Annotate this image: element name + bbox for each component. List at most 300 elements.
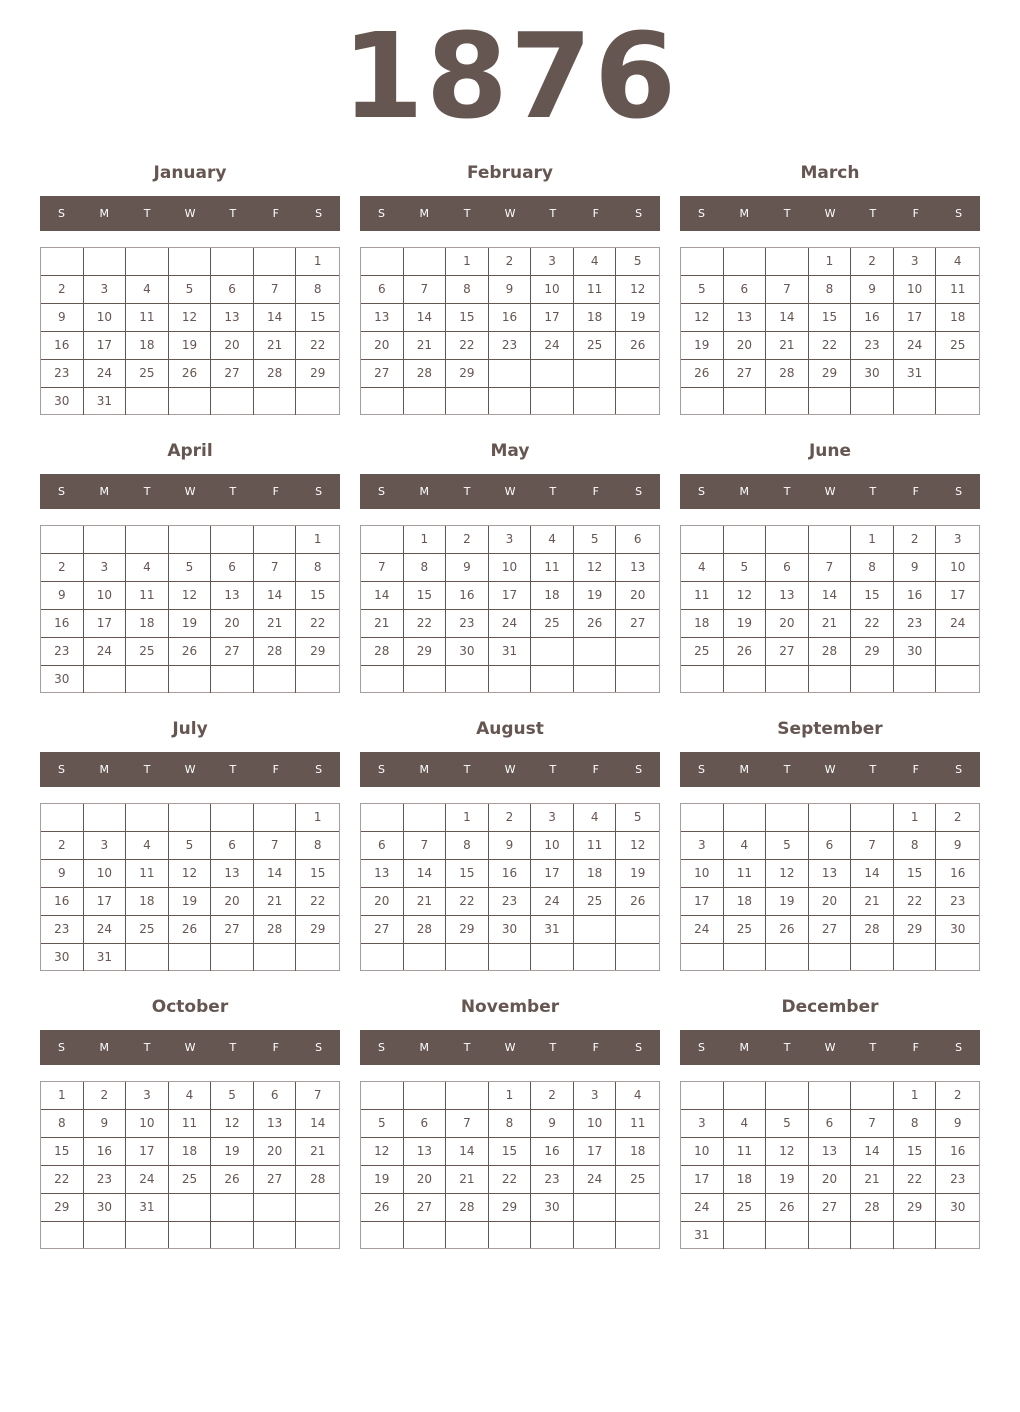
day-cell: 17 [489,582,532,610]
day-cell [404,944,447,970]
weekday-label: T [549,207,557,220]
weekday-header [680,474,980,509]
day-cell [574,916,617,944]
day-cell: 30 [531,1194,574,1222]
day-cell: 26 [616,332,659,360]
weekday-label: M [419,763,430,776]
day-cell: 6 [361,276,404,304]
day-cell: 14 [404,304,447,332]
day-cell: 20 [254,1138,297,1166]
day-cell: 9 [489,276,532,304]
day-cell [41,1222,84,1248]
day-cell [404,1222,447,1248]
weekday-label: S [377,1041,385,1054]
day-cell: 18 [681,610,724,638]
day-cell [361,1222,404,1248]
day-cell: 11 [574,832,617,860]
weekday-label: M [99,1041,110,1054]
weekday-label: T [463,207,471,220]
day-cell: 18 [936,304,979,332]
day-cell [489,360,532,388]
weekday-label: F [592,485,599,498]
weekday-label: T [549,763,557,776]
day-cell: 21 [404,888,447,916]
day-cell [574,1222,617,1248]
weekday-label: S [955,1041,963,1054]
day-cell: 10 [936,554,979,582]
day-cell: 8 [446,276,489,304]
weekday-label: F [592,1041,599,1054]
day-cell: 20 [361,888,404,916]
day-cell [489,388,532,414]
day-cell: 5 [574,526,617,554]
day-cell: 12 [616,832,659,860]
month-title: February [466,163,554,183]
day-cell [254,944,297,971]
day-cell [681,388,724,414]
day-cell [254,388,297,415]
weekday-label: M [739,485,750,498]
day-cell: 4 [616,1082,659,1110]
day-cell: 8 [446,832,489,860]
day-cell: 9 [851,276,894,304]
day-cell [616,944,659,970]
day-cell: 12 [169,582,212,610]
day-cell [361,804,404,832]
day-cell: 22 [809,332,852,360]
day-cell: 2 [531,1082,574,1110]
weekday-label: T [549,1041,557,1054]
weekday-label: S [315,207,323,220]
day-cell [254,666,297,693]
day-cell [724,388,767,414]
day-grid [680,1081,980,1249]
day-cell [41,248,84,276]
day-cell: 24 [84,916,127,944]
day-cell: 19 [361,1166,404,1194]
weekday-header [360,196,660,231]
day-cell: 5 [211,1082,254,1110]
day-cell: 5 [681,276,724,304]
day-cell: 24 [126,1166,169,1194]
weekday-label: W [504,763,516,776]
weekday-label: S [315,1041,323,1054]
weekday-label: S [697,207,705,220]
day-cell: 5 [361,1110,404,1138]
day-cell: 23 [84,1166,127,1194]
day-cell [361,526,404,554]
day-cell [211,944,254,971]
day-cell: 18 [724,888,767,916]
weekday-header [40,752,340,787]
day-cell [254,1222,297,1248]
weekday-label: S [697,485,705,498]
weekday-header [40,1030,340,1065]
day-cell: 14 [361,582,404,610]
day-grid [680,525,980,693]
day-cell: 24 [681,916,724,944]
weekday-label: S [377,207,385,220]
day-cell [211,666,254,693]
day-cell: 29 [296,360,339,388]
weekday-label: S [57,207,65,220]
day-cell: 27 [211,638,254,666]
weekday-label: S [955,763,963,776]
day-cell: 30 [489,916,532,944]
day-cell: 12 [616,276,659,304]
day-cell: 13 [211,304,254,332]
day-cell: 23 [936,888,979,916]
day-grid [40,247,340,415]
weekday-header [360,474,660,509]
day-cell [41,804,84,832]
day-cell: 3 [531,804,574,832]
day-cell: 18 [126,888,169,916]
day-cell [616,638,659,666]
day-cell: 19 [724,610,767,638]
day-cell: 12 [169,860,212,888]
day-cell: 27 [254,1166,297,1194]
day-cell: 3 [574,1082,617,1110]
day-cell: 30 [84,1194,127,1222]
day-cell [126,248,169,276]
day-cell: 12 [681,304,724,332]
day-cell: 12 [766,1138,809,1166]
weekday-label: T [783,207,791,220]
day-cell [574,360,617,388]
day-cell: 20 [211,888,254,916]
day-cell: 6 [361,832,404,860]
weekday-label: F [272,1041,279,1054]
day-cell: 6 [211,554,254,582]
day-cell: 26 [574,610,617,638]
day-cell: 25 [936,332,979,360]
day-cell: 2 [489,804,532,832]
day-cell: 7 [766,276,809,304]
day-cell: 15 [296,304,339,332]
day-cell [489,666,532,692]
day-cell: 26 [681,360,724,388]
day-cell: 6 [404,1110,447,1138]
day-cell: 29 [894,1194,937,1222]
weekday-label: F [912,207,919,220]
day-cell [724,804,767,832]
day-cell: 8 [296,832,339,860]
day-cell: 18 [126,610,169,638]
day-cell [531,638,574,666]
day-cell: 20 [361,332,404,360]
day-cell [851,388,894,414]
day-cell: 31 [681,1222,724,1249]
year-title: 1876 [341,7,679,145]
day-cell: 28 [851,916,894,944]
weekday-label: T [143,485,151,498]
weekday-label: T [783,763,791,776]
day-cell: 27 [361,360,404,388]
day-cell [211,1222,254,1248]
day-cell [169,526,212,554]
day-cell [84,248,127,276]
day-cell: 11 [126,582,169,610]
weekday-label: F [592,763,599,776]
day-cell [894,944,937,970]
day-cell: 12 [574,554,617,582]
day-cell: 7 [809,554,852,582]
day-cell [616,916,659,944]
day-cell: 4 [681,554,724,582]
day-cell [84,526,127,554]
month-title: November [460,997,560,1017]
day-cell: 19 [169,888,212,916]
day-cell: 10 [84,582,127,610]
day-cell: 25 [574,888,617,916]
day-cell: 7 [361,554,404,582]
day-cell: 7 [296,1082,339,1110]
day-cell [361,944,404,970]
weekday-header [360,1030,660,1065]
day-cell [126,666,169,693]
day-cell: 1 [296,804,339,832]
day-cell: 3 [681,1110,724,1138]
day-cell [766,1082,809,1110]
weekday-label: T [783,1041,791,1054]
day-cell [681,526,724,554]
day-cell: 15 [41,1138,84,1166]
day-cell: 16 [41,332,84,360]
day-cell: 2 [936,804,979,832]
day-cell: 27 [766,638,809,666]
day-cell: 6 [724,276,767,304]
day-cell: 10 [126,1110,169,1138]
day-cell: 13 [361,304,404,332]
day-cell [296,1222,339,1248]
day-cell [169,804,212,832]
day-cell: 13 [254,1110,297,1138]
day-cell: 3 [84,276,127,304]
day-cell: 25 [126,916,169,944]
day-cell: 26 [616,888,659,916]
weekday-label: W [184,485,196,498]
weekday-label: W [824,207,836,220]
day-cell: 16 [936,1138,979,1166]
day-cell: 23 [936,1166,979,1194]
day-cell: 12 [766,860,809,888]
day-cell: 22 [296,610,339,638]
day-cell [169,944,212,971]
day-cell: 13 [211,582,254,610]
weekday-label: M [419,485,430,498]
day-cell: 21 [296,1138,339,1166]
day-cell: 3 [84,832,127,860]
day-cell: 14 [404,860,447,888]
weekday-label: S [57,763,65,776]
day-cell [361,666,404,692]
day-cell: 8 [489,1110,532,1138]
weekday-header [40,474,340,509]
month-title: December [781,997,879,1017]
day-cell: 14 [254,582,297,610]
day-cell: 31 [84,944,127,971]
day-cell: 3 [681,832,724,860]
day-cell [489,944,532,970]
weekday-label: M [419,1041,430,1054]
weekday-label: M [739,1041,750,1054]
day-cell: 7 [404,832,447,860]
day-cell: 21 [851,1166,894,1194]
day-cell: 5 [169,276,212,304]
day-cell: 31 [126,1194,169,1222]
day-cell: 11 [616,1110,659,1138]
day-cell [169,1194,212,1222]
day-cell [531,388,574,414]
day-cell: 20 [809,1166,852,1194]
day-cell: 20 [766,610,809,638]
day-cell: 18 [531,582,574,610]
day-cell: 29 [404,638,447,666]
day-cell: 14 [851,860,894,888]
day-cell [254,1194,297,1222]
day-cell: 28 [254,638,297,666]
day-cell: 30 [41,388,84,415]
weekday-label: M [99,763,110,776]
day-cell [724,666,767,692]
day-cell [574,388,617,414]
day-cell [766,1222,809,1249]
weekday-label: S [635,763,643,776]
day-cell: 19 [616,304,659,332]
weekday-label: T [463,485,471,498]
day-cell: 23 [446,610,489,638]
day-cell: 29 [894,916,937,944]
day-cell: 15 [446,860,489,888]
day-cell: 11 [169,1110,212,1138]
day-cell: 11 [724,860,767,888]
day-cell: 27 [211,916,254,944]
weekday-label: W [824,485,836,498]
day-cell: 28 [361,638,404,666]
day-cell: 17 [936,582,979,610]
day-cell: 13 [809,860,852,888]
day-grid [680,803,980,971]
day-cell: 30 [851,360,894,388]
day-cell: 13 [361,860,404,888]
day-cell: 24 [531,332,574,360]
weekday-label: S [955,207,963,220]
day-cell: 20 [616,582,659,610]
day-cell: 17 [894,304,937,332]
day-cell: 1 [851,526,894,554]
day-cell: 15 [809,304,852,332]
weekday-label: W [504,207,516,220]
day-cell: 14 [254,304,297,332]
day-cell: 16 [84,1138,127,1166]
day-cell: 8 [296,554,339,582]
day-cell [724,1082,767,1110]
day-cell: 1 [894,804,937,832]
day-cell [404,1082,447,1110]
day-cell: 26 [169,916,212,944]
day-cell: 3 [894,248,937,276]
day-cell [809,388,852,414]
day-cell: 13 [809,1138,852,1166]
day-cell [681,944,724,970]
day-cell: 29 [809,360,852,388]
day-cell: 10 [84,860,127,888]
day-cell: 28 [254,916,297,944]
day-cell: 5 [616,248,659,276]
weekday-label: W [824,763,836,776]
day-cell: 14 [446,1138,489,1166]
day-cell: 9 [41,582,84,610]
weekday-label: T [783,485,791,498]
weekday-label: T [143,207,151,220]
day-cell: 6 [766,554,809,582]
day-cell: 15 [489,1138,532,1166]
day-cell: 15 [404,582,447,610]
day-cell: 13 [724,304,767,332]
weekday-label: T [869,485,877,498]
day-cell [616,1194,659,1222]
day-cell: 6 [254,1082,297,1110]
day-cell [84,666,127,693]
weekday-label: W [184,207,196,220]
day-cell [211,248,254,276]
day-cell [616,1222,659,1248]
day-cell: 19 [766,888,809,916]
day-cell: 16 [489,304,532,332]
day-cell [531,1222,574,1248]
day-cell: 17 [84,610,127,638]
day-cell: 12 [724,582,767,610]
weekday-label: T [463,763,471,776]
day-cell: 3 [489,526,532,554]
day-cell [169,388,212,415]
day-cell [404,804,447,832]
day-cell: 22 [489,1166,532,1194]
day-cell: 16 [894,582,937,610]
day-cell: 4 [574,804,617,832]
day-cell: 21 [254,610,297,638]
day-cell: 2 [851,248,894,276]
day-cell [809,1222,852,1249]
day-cell: 10 [489,554,532,582]
day-cell: 1 [41,1082,84,1110]
day-cell: 24 [531,888,574,916]
day-cell: 15 [296,860,339,888]
day-cell [254,804,297,832]
weekday-label: T [229,207,237,220]
weekday-label: T [869,763,877,776]
day-cell: 19 [766,1166,809,1194]
weekday-label: F [272,485,279,498]
day-cell [809,1082,852,1110]
day-cell: 2 [936,1082,979,1110]
weekday-label: T [549,485,557,498]
day-cell: 4 [169,1082,212,1110]
day-cell [296,1194,339,1222]
weekday-header [680,1030,980,1065]
day-cell: 10 [531,276,574,304]
day-cell [169,666,212,693]
day-cell [936,388,979,414]
day-cell: 10 [531,832,574,860]
day-cell: 16 [851,304,894,332]
day-cell: 27 [211,360,254,388]
day-cell: 21 [254,888,297,916]
day-cell [126,804,169,832]
day-cell: 17 [84,888,127,916]
day-cell: 31 [894,360,937,388]
